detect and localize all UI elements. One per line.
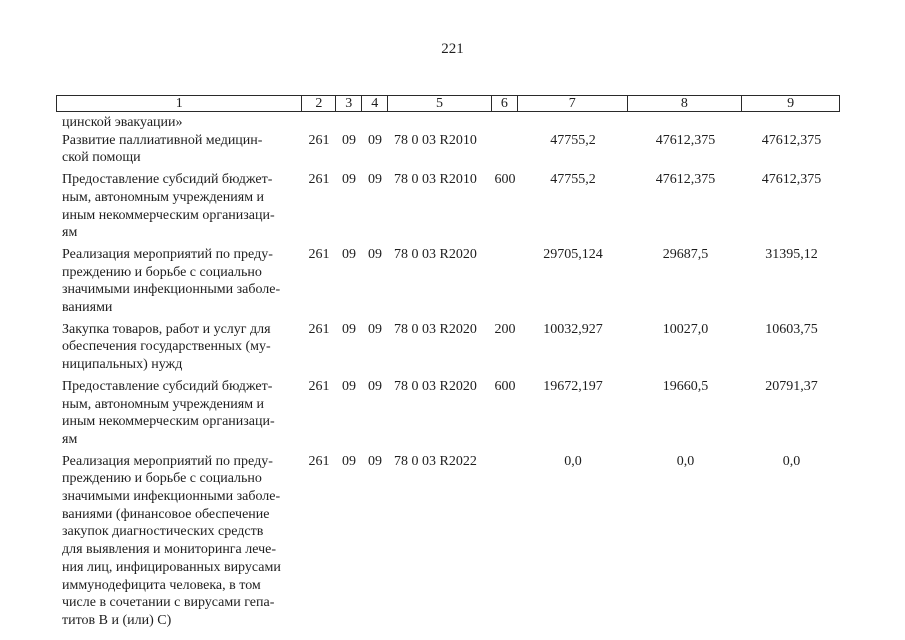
table-row xyxy=(56,246,840,317)
value-2023-cell: 20791,37 xyxy=(765,378,818,394)
value-2021-cell: 0,0 xyxy=(564,453,582,469)
gr-cell xyxy=(302,114,336,132)
value-2023-cell: 10603,75 xyxy=(765,321,818,337)
header-col-3: 3 xyxy=(336,96,362,111)
prz-cell: 09 xyxy=(368,453,382,469)
csr-cell: 78 0 03 R2022 xyxy=(394,453,477,469)
description-cell: Развитие паллиативной медицин- ской помощи xyxy=(62,132,263,166)
rz-cell xyxy=(336,114,362,132)
table-row xyxy=(56,132,840,167)
vr-cell xyxy=(492,114,518,132)
prz-cell xyxy=(362,114,388,132)
rz-cell: 09 xyxy=(342,453,356,469)
rz-cell: 09 xyxy=(342,378,356,394)
header-col-2: 2 xyxy=(302,96,336,111)
rz-cell: 09 xyxy=(342,321,356,337)
table-header xyxy=(56,95,840,112)
gr-cell: 261 xyxy=(308,321,330,337)
description-cell: Закупка товаров, работ и услуг для обеспечения государственных (му- ниципальных) нужд xyxy=(62,321,271,373)
rz-cell: 09 xyxy=(342,172,356,188)
gr-cell: 261 xyxy=(308,172,330,188)
header-col-4: 4 xyxy=(362,96,388,111)
value-2022-cell xyxy=(628,114,743,132)
value-2021-cell: 10032,927 xyxy=(543,321,603,337)
value-2021-cell: 47755,2 xyxy=(550,132,596,148)
header-col-1: 1 xyxy=(57,96,302,111)
table-row xyxy=(56,114,840,132)
description-cell: цинской эвакуации» xyxy=(62,115,183,130)
value-2021-cell: 19672,197 xyxy=(543,378,603,394)
rz-cell: 09 xyxy=(342,132,356,148)
table-row xyxy=(56,453,840,630)
csr-cell: 78 0 03 R2020 xyxy=(394,378,477,394)
value-2023-cell: 47612,375 xyxy=(761,132,822,148)
prz-cell: 09 xyxy=(368,321,382,337)
description-cell: Предоставление субсидий бюджет- ным, автономным учреждениям и иным некоммерческим организаци- ям xyxy=(62,172,275,241)
csr-cell xyxy=(388,114,492,132)
header-col-6: 6 xyxy=(492,96,518,111)
description-cell: Реализация мероприятий по преду- преждению и борьбе с социально значимыми инфекционными заболе- ваниями (финансовое обеспечение закупок диагностических средств для выявления и мониторинга лече- ния лиц, инфицированных вирусами иммунодефицита человека, в том числе в сочетании с вирусами гепа- титов В и (или) С) xyxy=(62,453,281,628)
page-number: 221 xyxy=(441,41,464,57)
header-col-5: 5 xyxy=(388,96,492,111)
csr-cell: 78 0 03 R2010 xyxy=(394,172,477,188)
header-col-9: 9 xyxy=(787,96,795,111)
value-2022-cell: 29687,5 xyxy=(662,246,709,262)
csr-cell: 78 0 03 R2020 xyxy=(394,321,477,337)
gr-cell: 261 xyxy=(308,453,330,469)
rz-cell: 09 xyxy=(342,246,356,262)
table-row xyxy=(56,378,840,449)
value-2021-cell: 29705,124 xyxy=(543,246,603,262)
vr-cell: 200 xyxy=(494,321,516,337)
description-cell: Предоставление субсидий бюджет- ным, автономным учреждениям и иным некоммерческим организаци- ям xyxy=(62,378,275,447)
value-2022-cell: 47612,375 xyxy=(655,172,716,188)
value-2023-cell: 31395,12 xyxy=(765,246,818,262)
prz-cell: 09 xyxy=(368,378,382,394)
value-2022-cell: 19660,5 xyxy=(662,378,709,394)
value-2023-cell: 0,0 xyxy=(782,453,801,469)
header-col-7: 7 xyxy=(518,96,628,111)
value-2022-cell: 10027,0 xyxy=(662,321,709,337)
table-row xyxy=(56,171,840,242)
vr-cell xyxy=(492,132,518,167)
vr-cell xyxy=(492,453,518,630)
value-2022-cell: 0,0 xyxy=(676,453,695,469)
value-2022-cell: 47612,375 xyxy=(655,132,716,148)
gr-cell: 261 xyxy=(308,246,330,262)
table-row xyxy=(56,321,840,374)
table-body xyxy=(56,114,840,634)
header-col-8: 8 xyxy=(628,96,743,111)
csr-cell: 78 0 03 R2010 xyxy=(394,132,477,148)
description-cell: Реализация мероприятий по преду- преждению и борьбе с социально значимыми инфекционными заболе- ваниями xyxy=(62,246,281,316)
prz-cell: 09 xyxy=(368,132,382,148)
value-2021-cell xyxy=(518,114,628,132)
prz-cell: 09 xyxy=(368,172,382,188)
prz-cell: 09 xyxy=(368,246,382,262)
value-2023-cell: 47612,375 xyxy=(761,172,822,188)
gr-cell: 261 xyxy=(308,378,330,394)
value-2023-cell xyxy=(743,114,840,132)
value-2021-cell: 47755,2 xyxy=(550,172,596,188)
vr-cell: 600 xyxy=(494,378,516,394)
vr-cell xyxy=(492,246,518,317)
csr-cell: 78 0 03 R2020 xyxy=(394,246,477,262)
gr-cell: 261 xyxy=(308,132,330,148)
vr-cell: 600 xyxy=(494,172,516,188)
